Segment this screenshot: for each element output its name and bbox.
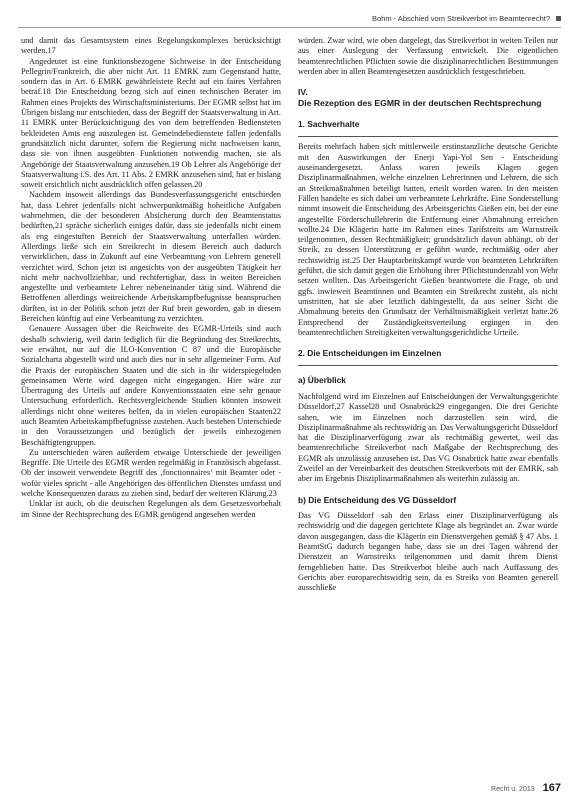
paragraph: Bereits mehrfach haben sich mittlerweile erstinstanzliche deutsche Gerichte mit den Auswirkungen der Enerji Yapi-Yol Sen - Entscheidung auseinandergesetzt. Anlass waren jeweils Klagen gegen Disziplinarmaßnahmen, welche einzelnen Lehrerinnen und Lehrern, die sich an Streikmaßnahmen beteiligt hatten, erteilt worden waren. In den meisten Fällen handelte es sich dabei um verbeamtete Lehrkräfte. Eine Sonderstellung nimmt insoweit die Entscheidung des Arbeitsgerichts Gießen ein, bei der eine angestellte Förderschullehrerin die Entfernung einer Abmahnung erreichen wollte.24 Die Klägerin hatte im Rahmen eines Tarifstreits am Warnstreik teilgenommen, dessen Rechtmäßigkeit; grundsätzlich davon abhängt, ob der Streik, zu dessen Unterstützung er geführt wurde, rechtmäßig oder aber rechtswidrig ist.25 Der Hauptarbeitskampf wurde von beamteten Lehrkräften geführt, die sich damit gegen die Erhöhung ihrer Pflichtstundenzahl von Wehr setzen wollten. Das Arbeitsgericht Gießen beantwortete die Frage, ob und ggfs. inwieweit Beamtinnen und Beamten ein Streikrecht zusteht, als nicht umstritten, hat sie aber letztlich dahingestellt, da aus seiner Sicht die Abmahnung bereits den Grundsatz der Verhältnismäßigkeit verletzt hatte.26 Entsprechend der Zuständigkeitsverteilung ergingen in den beamtenrechtlichen Streitigkeiten verwaltungsgerichtliche Urteile. [298, 142, 558, 337]
paragraph: Nachfolgend wird im Einzelnen auf Entscheidungen der Verwaltungsgerichte Düsseldorf,27 Kassel28 und Osnabrück29 eingegangen. Die drei Gerichte sahen, wie im Einzelnen noch darzustellen sein wird, die Disziplinarmaßnahme als rechtswidrig an. Das Verwaltungsgericht Düsseldorf hat die Disziplinarverfügung zwar als rechtmäßig gewertet, weil das beamtenrechtliche Streikverbot nach Maßgabe der Rechtsprechung des EGMR als unzulässig anzusehen ist. Das VG Osnabrück hatte zwar ebenfalls Zweifel an der Vereinbarkeit des deutschen Streikverbots mit der EMRK, sah aber im Ergebnis Disziplinarmaßnahmen als weiterhin zulässig an. [298, 391, 558, 484]
header-rule [18, 27, 561, 28]
subsection-rule [298, 136, 558, 137]
journal-reference: Recht u. 2013 [491, 786, 535, 793]
paragraph: Unklar ist auch, ob die deutschen Regelungen als dem Gesetzesvorbehalt im Sinne der Rechtsprechung des EGMR genügend angesehen werden [21, 499, 281, 519]
right-column [298, 36, 558, 776]
header-square-icon [556, 16, 561, 21]
page-footer [491, 782, 561, 794]
section-title: Die Rezeption des EGMR in der deutschen Rechtsprechung [298, 98, 542, 109]
subsection-heading: b) Die Entscheidung des VG Düsseldorf [298, 494, 457, 505]
subsection-heading: a) Überblick [298, 375, 346, 386]
running-title: Bohm - Abschied vom Streikverbot im Beamtenrecht? [372, 14, 550, 23]
paragraph: Nachdem insoweit allerdings das Bundesverfassungsgericht entschieden hat, dass Lehrer jedenfalls nicht schwerpunktmäßig hoheitliche Aufgaben wahrnehmen, die der besonderen Absicherung durch den Beamtenstatus bedürften,21 spräche sicherlich einiges dafür, dass sie jedenfalls nicht einem als eng eingestuften Bereich der Staatsverwaltung unterfallen würden. Allerdings ließe sich ein Streikrecht in diesem Bereich auch dadurch verwirklichen, dass in Zukunft auf eine Verbeamtung von Lehrern generell verzichtet wird. Schon jetzt ist angesichts von der ausgeübten Tätigkeit her nicht mehr nachvollziehbar, und rechtfertigbar, dass in weiten Bereichen angestellte und verbeamtete Lehrer nebeneinander tätig sind. Während die Betroffenen allerdings weitreichende Arbeitskampfbefugnisse beanspruchen dürften, ist in der Politik schon jetzt der Ruf breit geworden, gab in diesem Bereichen künftig auf eine Verbeamtung zu verzichten. [21, 190, 281, 324]
running-header [372, 14, 561, 23]
left-column [21, 36, 281, 776]
paragraph: Das VG Düsseldorf sah den Erlass einer Disziplinarverfügung als rechtswidrig und die dagegen gerichtete Klage als begründet an. Zwar wurde davon ausgegangen, dass die Klägerin ein Dienstvergehen gemäß § 47 Abs. 1 BeamtStG dadurch begangen habe, dass sie an drei Tagen während der Dienstzeit an Warnstreiks teilgenommen und damit ihrem Dienst ferngeblieben hatte. Das Streikverbot bleibe auch nach Auffassung des Gerichts aber europarechtswidrig sein, da es Streiks von Beamten generell ausschließe [298, 511, 558, 593]
paragraph: Angedeutet ist eine funktionsbezogene Sichtweise in der Entscheidung Pellegrin/Frankreich, die aber nicht Art. 11 EMRK zum Gegenstand hatte, sondern das in Art. 6 EMRK gewährleistete Recht auf ein faires Verfahren betraf.18 Die Entscheidung bezog sich auf einen technischen Berater im Rahmen eines Projekts des Wirtschaftsministeriums. Der EGMR selbst hat im Übrigen bislang nur entschieden, dass der Begriff der Staatsverwaltung in Art. 11 EMRK unter Berücksichtigung des von dem betreffenden Bediensteten bekleideten Amts eng auszulegen ist. Gemeindebedienstete fallen jedenfalls grundsätzlich nicht darunter, sofern die Regierung nicht nachweisen kann, dass sie von ihnen ausgeübten Funktionen notwendig machen, sie als Angehörige der Staatsverwaltung anzusehen.19 Ob Lehrer als Angehörige der Staatsverwaltung i.S. des Art. 11 Abs. 2 EMRK anzusehen sind, hat er bislang soweit ersichtlich nicht ausdrücklich offen gelassen.20 [21, 56, 281, 190]
section-number: IV. [298, 87, 308, 98]
subsection-rule [298, 365, 558, 366]
paragraph: Genauere Aussagen über die Reichweite des EGMR-Urteils sind auch deshalb schwierig, weil darin lediglich für die Begründung des Streikrechts, wie erwähnt, nur auf die ILO-Konvention C 87 und die Europäische Sozialcharta abgestellt wird und auch dies nur in sehr allgemeiner Form. Auf die Praxis der europäischen Staaten und die sich in ihr widerspiegelnden gemeinsamen Werte wird dagegen nicht eingegangen. Hier wäre zur Übertragung des Urteils auf andere Konventionsstaaten eine sehr genaue Untersuchung erforderlich. Rechtsvergleichende Studien könnten insoweit allerdings nicht ohne weiteres helfen, da in vielen europäischen Staaten22 auch Beamten Arbeitskampfbefugnisse zustehen. Auch bestehen Unterschiede in den Voraussetzungen und bezüglich der jeweils einbezogenen Beschäftigtengruppen. [21, 324, 281, 447]
paragraph: und damit das Gesamtsystem eines Regelungskomplexes berücksichtigt werden.17 [21, 36, 281, 56]
paragraph: würden. Zwar wird, wie oben dargelegt, das Streikverbot in weiten Teilen nur aus einer Auslegung der Verfassung entwickelt. Die eigentlichen beamtenrechtlichen Pflichten sowie die disziplinarrechtlichen Bestimmungen werden aber in allen Beamtengesetzen ausdrücklich festgeschrieben. [298, 36, 558, 76]
paragraph: Zu unterschieden wären außerdem etwaige Unterschiede der jeweiligen Begriffe. Die Urteile des EGMR werden regelmäßig in Französisch abgefasst. Ob der insoweit verwendete Begriff des ‚fonctionnaires‘ mit Beamter oder - wofür vieles spricht - alle Angehörigen des öffentlichen Dienstes umfasst und welche Konsequenzen daraus zu ziehen sind, bedarf der weiteren Klärung.23 [21, 447, 281, 499]
subsection-heading: 2. Die Entscheidungen im Einzelnen [298, 348, 442, 359]
section-heading [298, 87, 558, 109]
page-number: 167 [542, 782, 561, 794]
subsection-heading: 1. Sachverhalte [298, 119, 360, 130]
